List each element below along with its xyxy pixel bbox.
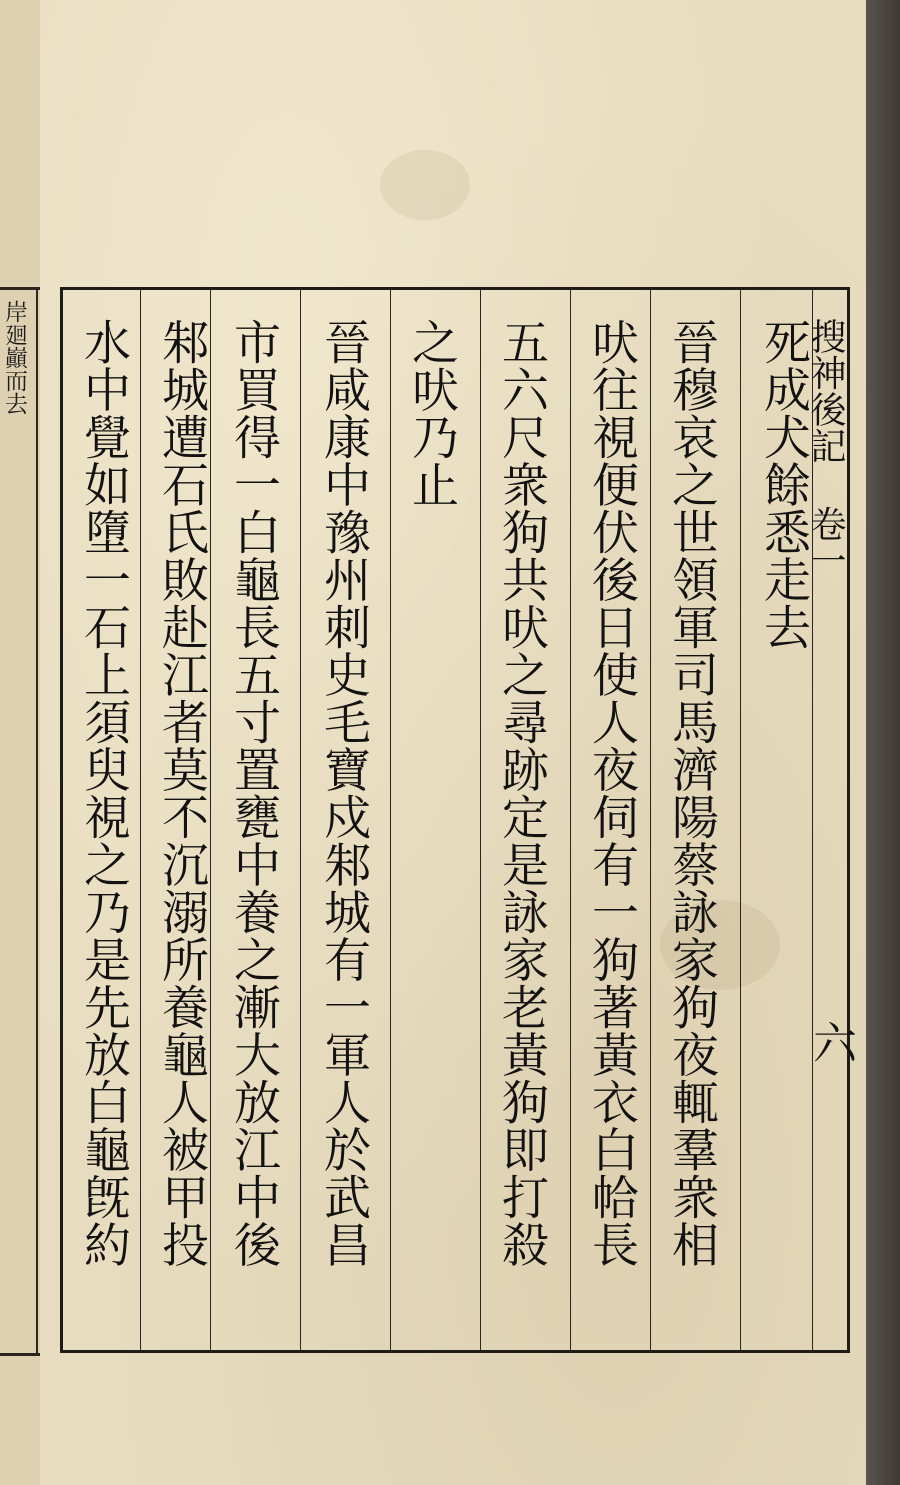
text-column-9: 水中覺如墮一石上須臾視之乃是先放白龜旣約 [76, 318, 131, 1268]
text-column-2: 晉穆哀之世領軍司馬濟陽蔡詠家狗夜輒羣衆相 [664, 318, 719, 1268]
column-rule [650, 290, 651, 1350]
left-page-frame-top [0, 287, 40, 290]
column-rule [570, 290, 571, 1350]
column-rule [480, 290, 481, 1350]
page-edge [866, 0, 900, 1485]
page-number: 六 [805, 1020, 856, 1064]
text-column-6: 晉咸康中豫州刺史毛寶戍邾城有一軍人於武昌 [316, 318, 371, 1268]
left-page-frame-rule [36, 287, 38, 1353]
text-column-7: 市買得一白龜長五寸置甕中養之漸大放江中後 [226, 318, 281, 1268]
column-rule [390, 290, 391, 1350]
column-rule [300, 290, 301, 1350]
text-column-4: 五六尺衆狗共吠之尋跡定是詠家老黃狗即打殺 [494, 318, 549, 1268]
left-page-strip [0, 0, 42, 1485]
paper-stain [380, 150, 470, 220]
text-column-8: 邾城遭石氏敗赴江者莫不沉溺所養龜人被甲投 [154, 318, 209, 1268]
margin-title: 搜神後記 卷一 [805, 318, 846, 579]
left-page-caption: 岸廻巓而去 [1, 300, 27, 415]
text-column-5: 之吠乃止 [404, 318, 459, 508]
text-column-3: 吠往視便伏後日使人夜伺有一狗著黃衣白帢長 [584, 318, 639, 1268]
column-rule [740, 290, 741, 1350]
text-column-1: 死成犬餘悉走去 [756, 318, 811, 651]
column-rule [140, 290, 141, 1350]
left-page-frame-bottom [0, 1353, 40, 1356]
